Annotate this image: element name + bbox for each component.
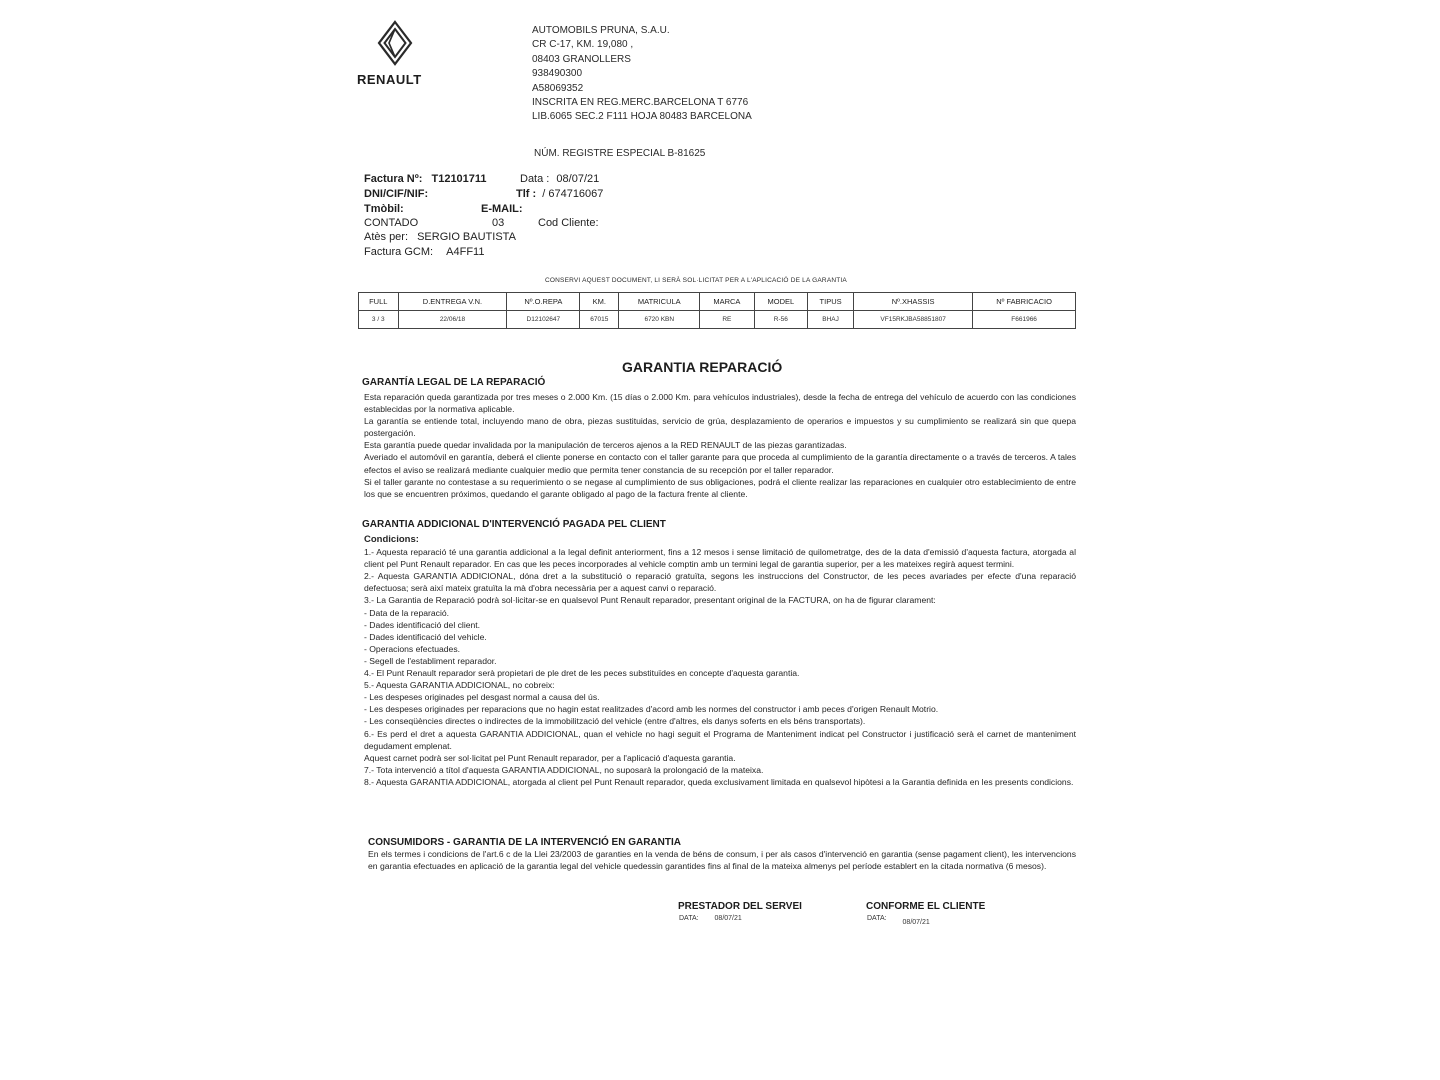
condition-line: - Les conseqüències directes o indirectes de la immobilització del vehicle (entre d'altres, els danys soferts en els béns transportats).: [364, 716, 866, 727]
renault-diamond-icon: [375, 20, 415, 66]
cell-chassis: VF15RKJBA58851807: [854, 311, 973, 329]
legal-paragraph: Averiado el automóvil en garantía, deberá el cliente ponerse en contacto con el taller garante para que proceda al cumplimiento de la garantía directamente o a través de terceros. A tales efectos el aviso se realizará mediante cualquier medio que permita tener constancia de su recepción por el taller reparador.: [364, 452, 1076, 475]
legal-warranty-heading: GARANTÍA LEGAL DE LA REPARACIÓ: [362, 377, 546, 388]
condition-line: - Segell de l'establiment reparador.: [364, 655, 497, 666]
consumers-heading: CONSUMIDORS - GARANTIA DE LA INTERVENCIÓ EN GARANTIA: [368, 837, 681, 848]
col-repair-number: Nº.O.REPA: [507, 293, 580, 311]
company-phone: 938490300: [532, 68, 583, 80]
invoice-number: T12101711: [431, 173, 487, 185]
special-register: NÚM. REGISTRE ESPECIAL B-81625: [534, 148, 706, 159]
consumers-paragraph: En els termes i condicions de l'art.6 c de la Llei 23/2003 de garanties en la venda de béns de consum, i per als casos d'intervenció en garantia (sense pagament client), les intervencions en garantia efectuades en aplicació de la garantia legal del vehicle quedessin garantides fins al final de la mateixa almenys pel període establert en la citada normativa (6 mesos).: [368, 849, 1076, 872]
client-code-label: Cod Cliente:: [538, 217, 599, 229]
invoice-date-row: [520, 173, 599, 185]
attended-by-value: SERGIO BAUTISTA: [417, 231, 516, 243]
col-delivery-date: D.ENTREGA V.N.: [398, 293, 507, 311]
cell-model: R-56: [754, 311, 808, 329]
condition-line: - Les despeses originades per reparacions que no hagin estat realitzades d'acord amb les normes del constructor i amb peces d'origen Renault Motrio.: [364, 704, 939, 715]
email-row: [481, 203, 523, 215]
company-registry-line-2: LIB.6065 SEC.2 F111 HOJA 80483 BARCELONA: [532, 111, 752, 123]
client-date-row: [867, 915, 930, 926]
client-date: 08/07/21: [902, 919, 930, 926]
company-city: 08403 GRANOLLERS: [532, 53, 631, 65]
additional-warranty-text: [364, 534, 1076, 788]
company-address: CR C-17, KM. 19,080 ,: [532, 39, 634, 51]
table-row: [359, 311, 1076, 329]
cell-delivery-date: 22/06/18: [398, 311, 507, 329]
cell-plate: 6720 KBN: [619, 311, 700, 329]
vehicle-table: [358, 292, 1076, 329]
service-provider-label: PRESTADOR DEL SERVEI: [678, 901, 802, 912]
conserve-note: CONSERVI AQUEST DOCUMENT, LI SERÀ SOL·LICITAT PER A L'APLICACIÓ DE LA GARANTIA: [545, 277, 847, 284]
col-km: KM.: [580, 293, 619, 311]
col-manufacture: Nº FABRICACIO: [973, 293, 1076, 311]
company-info: [532, 24, 752, 125]
company-registry-line: INSCRITA EN REG.MERC.BARCELONA T 6776: [532, 97, 749, 109]
invoice-number-label: Factura Nº:: [364, 173, 423, 185]
legal-paragraph: Esta reparación queda garantizada por tres meses o 2.000 Km. (15 días o 2.000 Km. para vehículos industriales), desde la fecha de entrega del vehículo de acuerdo con las condiciones establecidas por la normativa aplicable.: [364, 392, 1076, 415]
dni-row: [364, 188, 428, 200]
cell-type: BHAJ: [808, 311, 854, 329]
condition-line: 6.- Es perd el dret a aquesta GARANTIA ADDICIONAL, quan el vehicle no hagi seguit el Programa de Manteniment indicat pel Constructor i justificació serà el carnet de manteniment degudament emplenat.: [364, 728, 1076, 751]
phone-label: Tlf :: [516, 188, 537, 200]
document-title: GARANTIA REPARACIÓ: [622, 359, 783, 375]
brand-name: RENAULT: [357, 72, 422, 87]
email-label: E-MAIL:: [481, 203, 523, 215]
condition-line: - Les despeses originades pel desgast normal a causa del ús.: [364, 692, 600, 703]
mobile-row: [364, 203, 404, 215]
gcm-value: A4FF11: [446, 246, 485, 258]
condition-line: - Data de la reparació.: [364, 607, 450, 618]
col-plate: MATRICULA: [619, 293, 700, 311]
condition-line: Aquest carnet podrà ser sol·licitat pel Punt Renault reparador, per a l'aplicació d'aquesta garantia.: [364, 752, 736, 763]
invoice-number-row: [364, 173, 487, 185]
condition-line: 1.- Aquesta reparació té una garantia addicional a la legal definit anteriorment, fins a 12 mesos i sense limitació de quilometratge, des de la data d'emissió d'aquesta factura, atorgada al client pel Punt Renault reparador. En cas que les peces incorporades al vehicle comptin amb un termini legal de garantia superior, per a les mateixes regirà aquest termini.: [364, 547, 1076, 570]
cell-repair-number: D12102647: [507, 311, 580, 329]
col-brand: MARCA: [700, 293, 754, 311]
conditions-label: Condicions:: [364, 534, 419, 545]
vehicle-table-header: [359, 293, 1076, 311]
condition-line: - Dades identificació del client.: [364, 619, 481, 630]
phone-value: / 674716067: [542, 188, 604, 200]
consumers-text: [368, 848, 1076, 872]
condition-line: - Dades identificació del vehicle.: [364, 631, 487, 642]
service-provider-date: 08/07/21: [714, 915, 742, 922]
condition-line: - Operacions efectuades.: [364, 643, 461, 654]
condition-line: 2.- Aquesta GARANTIA ADDICIONAL, dóna dret a la substitució o reparació gratuïta, segons les instruccions del Constructor, de les peces avariades per efecte d'una reparació defectuosa; serà així mateix gratuïta la mà d'obra necessària per a aquest canvi o reparació.: [364, 571, 1076, 594]
condition-line: 5.- Aquesta GARANTIA ADDICIONAL, no cobreix:: [364, 680, 555, 691]
legal-warranty-text: [364, 391, 1076, 500]
phone-row: [516, 188, 603, 200]
invoice-date-label: Data :: [520, 173, 550, 185]
condition-line: 8.- Aquesta GARANTIA ADDICIONAL, atorgada al client pel Punt Renault reparador, queda exclusivament limitada en qualsevol hipòtesi a la Garantia definida en les presents condicions.: [364, 776, 1074, 787]
date-label: DATA:: [867, 915, 887, 922]
dni-label: DNI/CIF/NIF:: [364, 188, 429, 200]
legal-paragraph: Esta garantía puede quedar invalidada por la manipulación de terceros ajenos a la RED RENAULT de las piezas garantizadas.: [364, 440, 847, 451]
condition-line: 3.- La Garantia de Reparació podrà sol·licitar-se en qualsevol Punt Renault reparador, presentant original de la FACTURA, on ha de figurar clarament:: [364, 595, 936, 606]
payment-type: CONTADO: [364, 217, 419, 229]
gcm-label: Factura GCM:: [364, 246, 434, 258]
attended-by-row: [364, 231, 516, 243]
col-full: FULL: [359, 293, 399, 311]
gcm-row: [364, 246, 484, 258]
cell-km: 67015: [580, 311, 619, 329]
company-name: AUTOMOBILS PRUNA, S.A.U.: [532, 25, 670, 36]
legal-paragraph: La garantía se entiende total, incluyendo mano de obra, piezas sustituidas, servicio de grúa, desplazamiento de operarios e impuestos y su cumplimiento se realizará sin que quepa postergación.: [364, 416, 1076, 439]
condition-line: 4.- El Punt Renault reparador serà propietari de ple dret de les peces substituïdes en concepte d'aquesta garantia.: [364, 668, 800, 679]
service-provider-date-row: [679, 915, 742, 922]
col-model: MODEL: [754, 293, 808, 311]
company-tax-id: A58069352: [532, 82, 584, 94]
mobile-label: Tmòbil:: [364, 203, 404, 215]
cell-manufacture: F661966: [973, 311, 1076, 329]
payment-code: 03: [492, 217, 505, 229]
invoice-date: 08/07/21: [556, 173, 600, 185]
cell-brand: RE: [700, 311, 754, 329]
col-chassis: Nº.XHASSIS: [854, 293, 973, 311]
condition-line: 7.- Tota intervenció a títol d'aquesta GARANTIA ADDICIONAL, no suposarà la prolongació de la mateixa.: [364, 764, 764, 775]
col-type: TIPUS: [808, 293, 854, 311]
legal-paragraph: Si el taller garante no contestase a su requerimiento o se negase al cumplimiento de sus obligaciones, podrá el cliente realizar las reparaciones en cualquier otro establecimiento de entre los que se encuentren próximos, quedando el garante obligado al pago de la factura frente al cliente.: [364, 476, 1076, 499]
cell-full: 3 / 3: [359, 311, 399, 329]
client-conformity-label: CONFORME EL CLIENTE: [866, 901, 986, 912]
attended-by-label: Atès per:: [364, 231, 409, 243]
date-label: DATA:: [679, 915, 699, 922]
additional-warranty-heading: GARANTIA ADDICIONAL D'INTERVENCIÓ PAGADA PEL CLIENT: [362, 519, 666, 530]
